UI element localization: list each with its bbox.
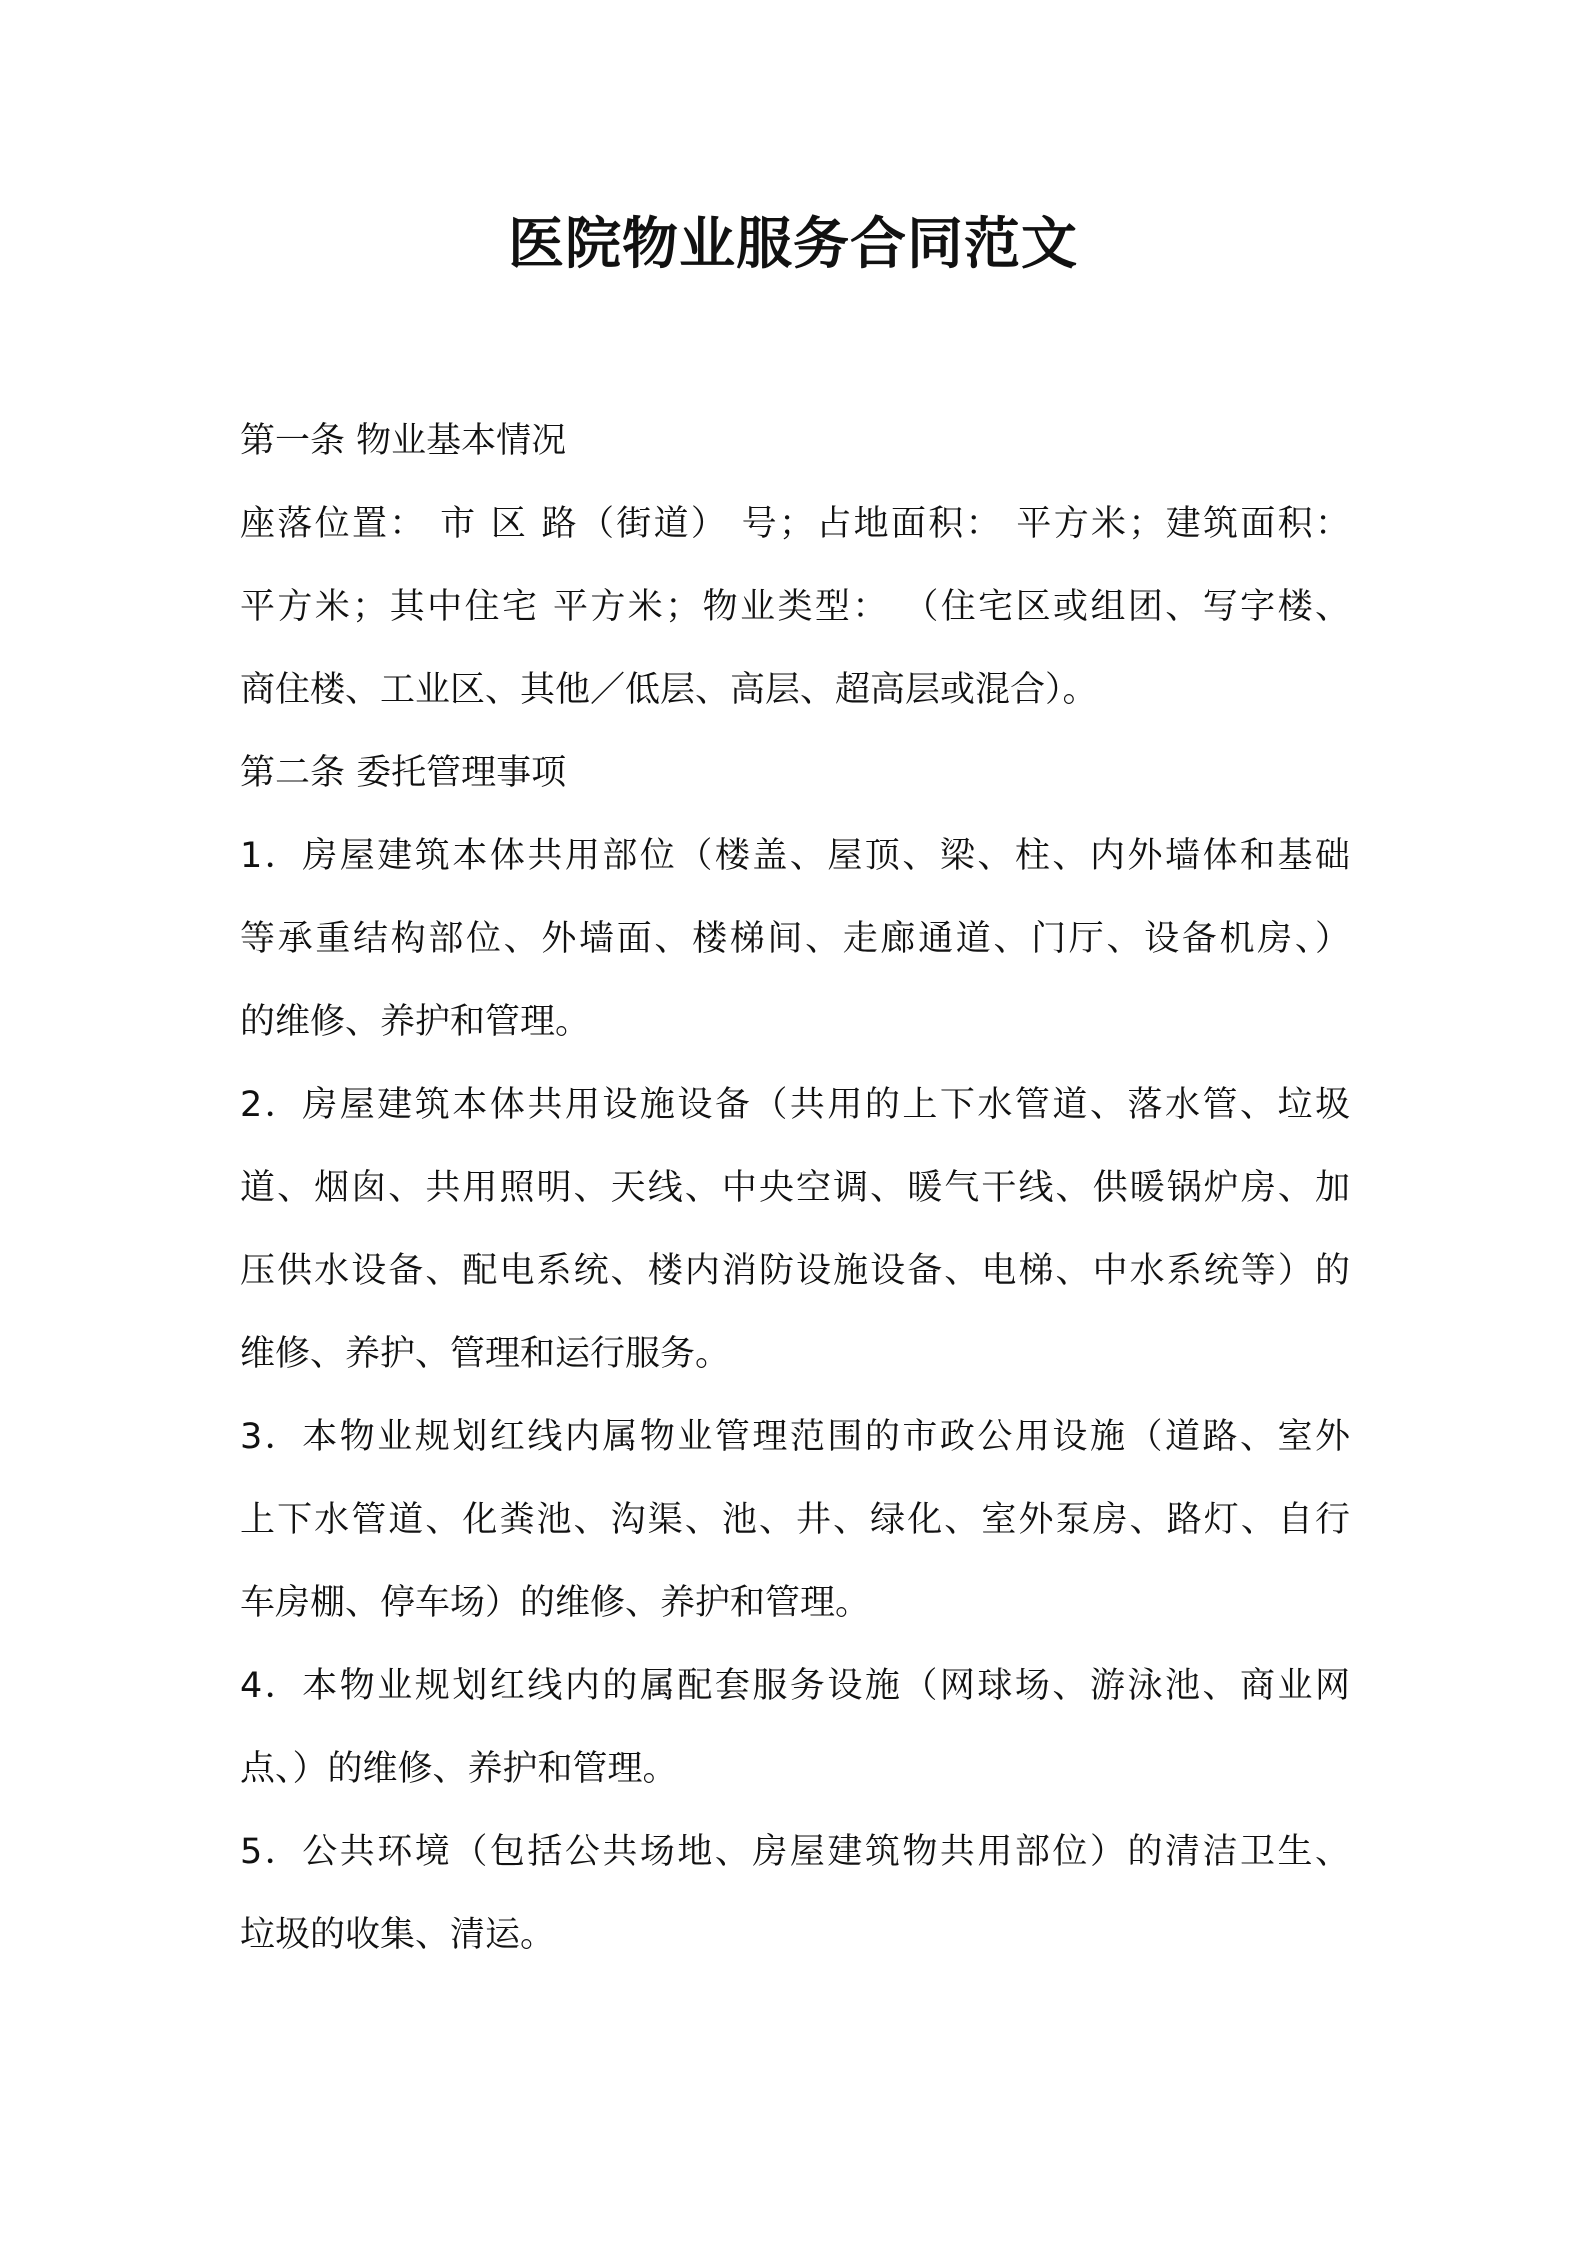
list-item-4-line: 4．本物业规划红线内的属配套服务设施（网球场、游泳池、商业网 bbox=[240, 1666, 1350, 1706]
list-item-4-line: 点、）的维修、养护和管理。 bbox=[240, 1749, 678, 1789]
list-item-2-line: 2．房屋建筑本体共用设施设备（共用的上下水管道、落水管、垃圾 bbox=[240, 1085, 1350, 1125]
list-item-2-line: 维修、养护、管理和运行服务。 bbox=[240, 1334, 731, 1374]
list-item-1-line: 等承重结构部位、外墙面、楼梯间、走廊通道、门厅、设备机房、） bbox=[240, 919, 1350, 959]
body-line: 平方米；其中住宅 平方米；物业类型： （住宅区或组团、写字楼、 bbox=[240, 587, 1350, 627]
article-heading-2: 第二条 委托管理事项 bbox=[240, 753, 567, 793]
list-item-3-line: 上下水管道、化粪池、沟渠、池、井、绿化、室外泵房、路灯、自行 bbox=[240, 1500, 1350, 1540]
body-line: 座落位置： 市 区 路（街道） 号；占地面积： 平方米；建筑面积： bbox=[240, 504, 1350, 544]
list-item-5-line: 5．公共环境（包括公共场地、房屋建筑物共用部位）的清洁卫生、 bbox=[240, 1832, 1350, 1872]
list-item-5-line: 垃圾的收集、清运。 bbox=[240, 1915, 556, 1955]
list-item-3-line: 3．本物业规划红线内属物业管理范围的市政公用设施（道路、室外 bbox=[240, 1417, 1350, 1457]
list-item-2-line: 压供水设备、配电系统、楼内消防设施设备、电梯、中水系统等）的 bbox=[240, 1251, 1350, 1291]
list-item-3-line: 车房棚、停车场）的维修、养护和管理。 bbox=[240, 1583, 871, 1623]
list-item-2-line: 道、烟囱、共用照明、天线、中央空调、暖气干线、供暖锅炉房、加 bbox=[240, 1168, 1350, 1208]
list-item-1-line: 的维修、养护和管理。 bbox=[240, 1002, 591, 1042]
document-title: 医院物业服务合同范文 bbox=[508, 212, 1078, 277]
article-heading-1: 第一条 物业基本情况 bbox=[240, 421, 567, 461]
body-line: 商住楼、工业区、其他／低层、高层、超高层或混合）。 bbox=[240, 670, 1098, 710]
list-item-1-line: 1．房屋建筑本体共用部位（楼盖、屋顶、梁、柱、内外墙体和基础 bbox=[240, 836, 1350, 876]
document-body bbox=[240, 400, 1350, 1977]
